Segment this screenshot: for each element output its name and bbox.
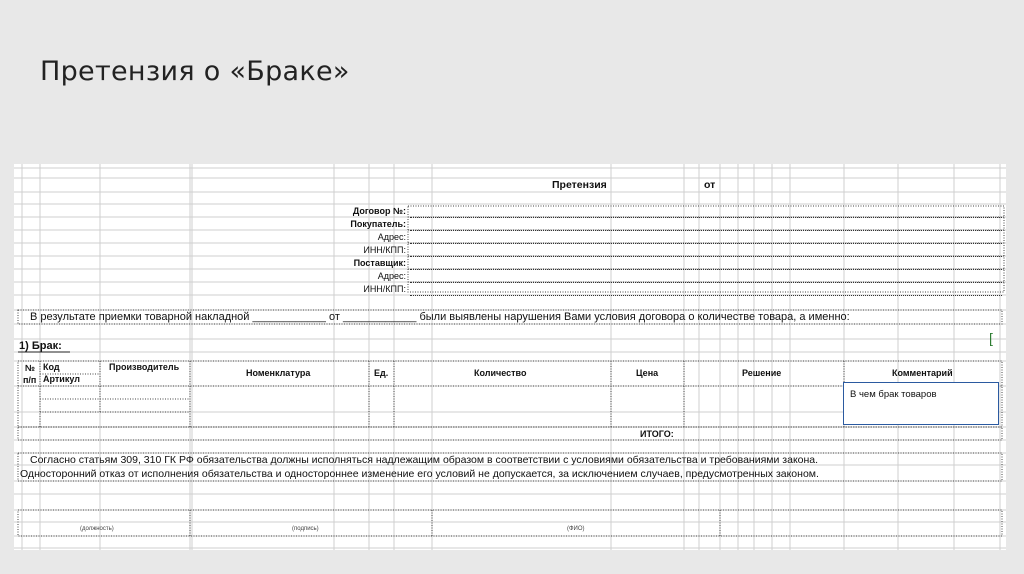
- supplier-input[interactable]: [410, 257, 1002, 270]
- slide-title: Претензия о «Браке»: [40, 56, 350, 87]
- buyer-address-input[interactable]: [410, 231, 1002, 244]
- field-label-buyer-inn: ИНН/КПП:: [363, 245, 406, 255]
- intro-part3: были выявлены нарушения Вами условия договора о количестве товара, а именно:: [419, 311, 850, 323]
- legal-text-line2: Односторонний отказ от исполнения обязательства и одностороннее изменение его условий не допускается, за исключением случаев, предусмотренных законом.: [20, 468, 819, 480]
- fill-handle-icon: [: [989, 330, 993, 346]
- invoice-number-blank[interactable]: ____________: [252, 311, 326, 323]
- section-title-defect: 1) Брак:: [19, 340, 62, 352]
- field-label-buyer-address: Адрес:: [377, 232, 406, 242]
- contract-number-input[interactable]: [410, 205, 1002, 218]
- col-header-price: Цена: [636, 368, 659, 378]
- spreadsheet-form: [14, 164, 1006, 550]
- total-label: ИТОГО:: [640, 429, 674, 439]
- signature-sign-caption: (подпись): [292, 526, 319, 532]
- field-label-contract: Договор №:: [352, 206, 406, 216]
- col-header-no: №: [25, 363, 36, 373]
- col-header-producer: Производитель: [109, 362, 180, 372]
- comment-cell-selected[interactable]: В чем брак товаров: [843, 382, 999, 425]
- col-header-no2: п/п: [23, 375, 37, 385]
- col-header-quantity: Количество: [474, 368, 527, 378]
- col-header-comment: Комментарий: [892, 368, 953, 378]
- field-label-supplier: Поставщик:: [353, 258, 406, 268]
- invoice-date-blank[interactable]: ____________: [342, 311, 417, 323]
- intro-text: [30, 312, 850, 323]
- col-header-nomenclature: Номенклатура: [246, 368, 311, 378]
- intro-part2: от: [329, 311, 340, 323]
- field-label-buyer: Покупатель:: [350, 219, 406, 229]
- col-header-code: Код: [43, 362, 60, 372]
- col-header-decision: Решение: [742, 368, 782, 378]
- buyer-input[interactable]: [410, 218, 1002, 231]
- form-title: Претензия: [552, 179, 607, 191]
- signature-name-caption: (ФИО): [567, 526, 585, 532]
- field-label-supplier-address: Адрес:: [377, 271, 406, 281]
- col-header-unit: Ед.: [374, 368, 389, 378]
- buyer-inn-input[interactable]: [410, 244, 1002, 257]
- legal-text-line1: Согласно статьям 309, 310 ГК РФ обязательства должны исполняться надлежащим образом в соответствии с условиями обязательства и требованиями закона.: [30, 454, 819, 466]
- col-header-article: Артикул: [43, 374, 80, 384]
- form-title-date-label: от: [704, 179, 716, 191]
- intro-part1: В результате приемки товарной накладной: [30, 311, 250, 323]
- supplier-inn-input[interactable]: [410, 283, 1002, 296]
- signature-position-caption: (должность): [80, 526, 114, 532]
- supplier-address-input[interactable]: [410, 270, 1002, 283]
- field-label-supplier-inn: ИНН/КПП:: [363, 284, 406, 294]
